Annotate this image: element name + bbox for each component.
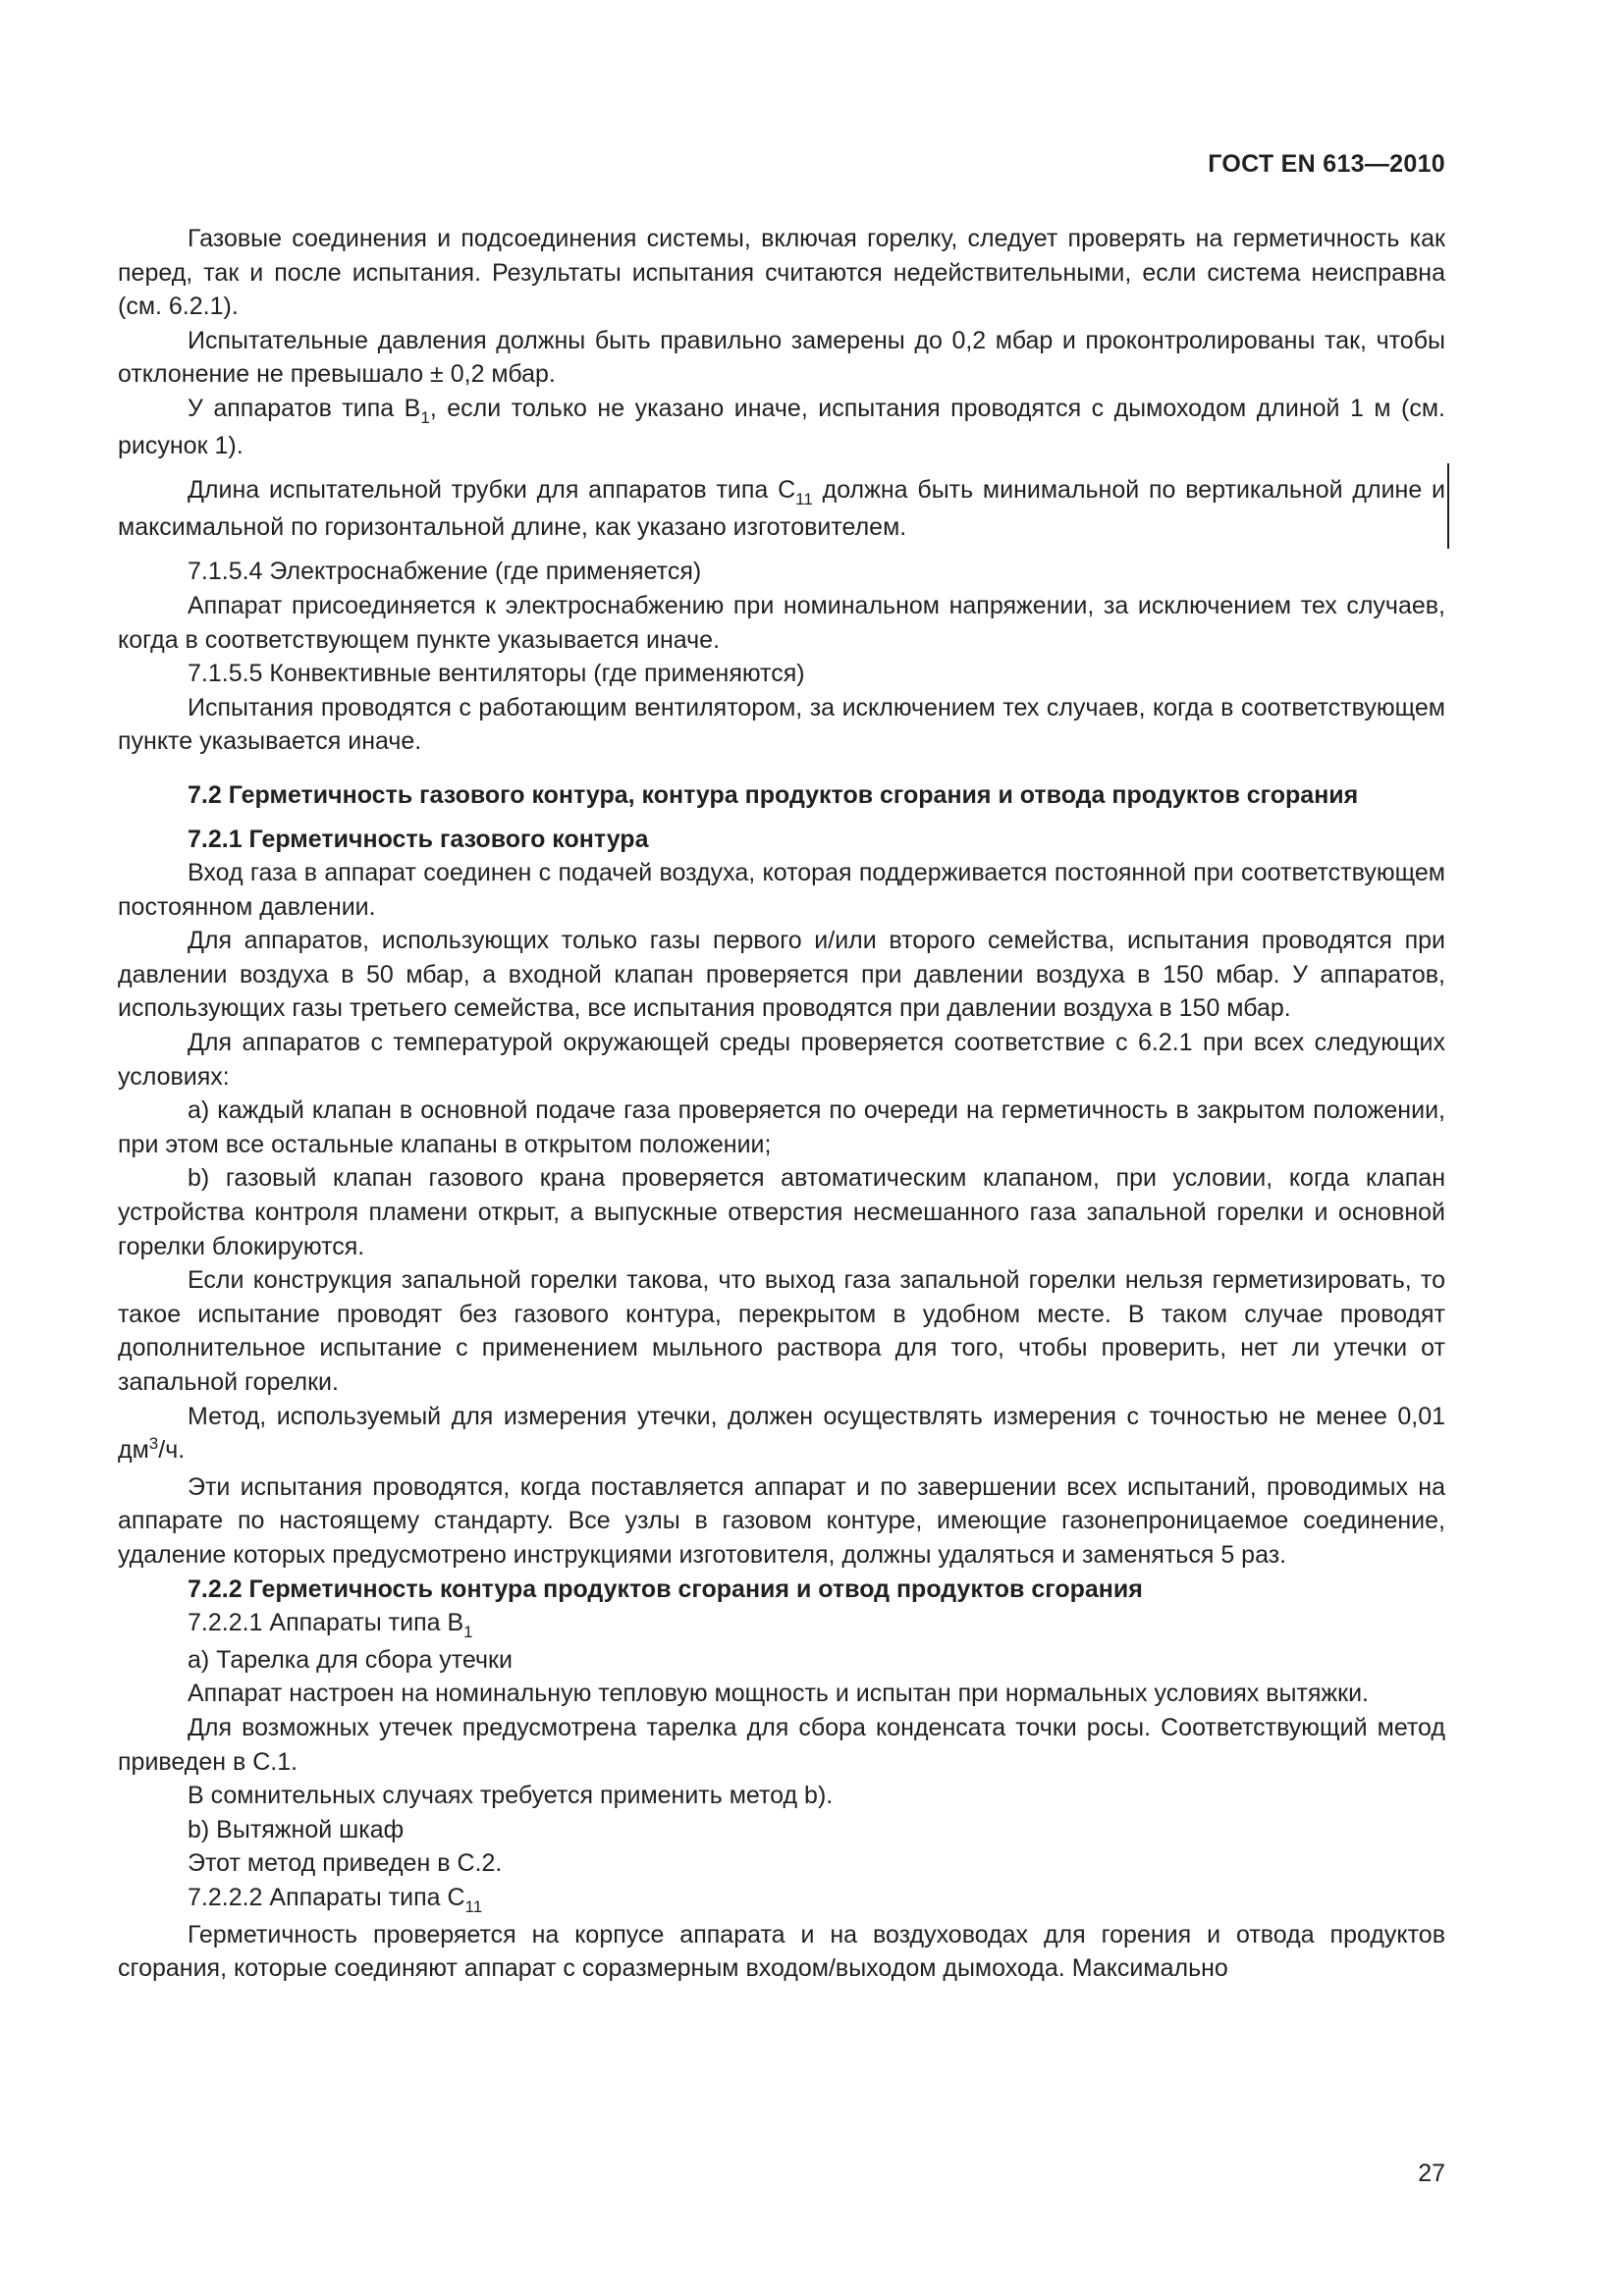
paragraph: Герметичность проверяется на корпусе аппарата и на воздуховодах для горения и отвода продуктов сгорания, которые соединяют аппарат с соразмерным входом/выходом дымохода. Максимально [118,1920,1445,1983]
revision-bar [1447,463,1449,549]
section-heading: 7.2 Герметичность газового контура, контура продуктов сгорания и отвода продуктов сгорания [188,780,1359,809]
paragraph: Для аппаратов с температурой окружающей среды проверяется соответствие с 6.2.1 при всех следующих условиях: [118,1029,1445,1091]
paragraph: Газовые соединения и подсоединения системы, включая горелку, следует проверять на герметичность как перед, так и после испытания. Результаты испытания считаются недействительными, если система неисправна (см. 6.2.1). [118,225,1445,321]
paragraph: Этот метод приведен в С.2. [188,1849,503,1878]
subsection-heading: 7.2.2.2 Аппараты типа $C_{11}$ [188,1883,483,1916]
page-number: 27 [1418,2160,1445,2187]
subsection-heading: 7.1.5.5 Конвективные вентиляторы (где применяются) [188,660,805,688]
paragraph: Испытания проводятся с работающим вентилятором, за исключением тех случаев, когда в соответствующем пункте указывается иначе. [118,693,1445,756]
paragraph: Для возможных утечек предусмотрена тарелка для сбора конденсата точки росы. Соответствующий метод приведен в С.1. [118,1713,1445,1776]
subsection-heading: 7.1.5.4 Электроснабжение (где применяется) [188,558,702,586]
paragraph: Испытательные давления должны быть правильно замерены до 0,2 мбар и проконтролированы так, чтобы отклонение не превышало ± 0,2 мбар. [118,326,1445,389]
document-body [118,222,1445,1986]
paragraph: В сомнительных случаях требуется применить метод b). [188,1782,834,1810]
paragraph: Аппарат настроен на номинальную тепловую мощность и испытан при нормальных условиях вытяжки. [188,1680,1370,1708]
list-item: b) Вытяжной шкаф [188,1815,405,1843]
list-item: a) каждый клапан в основной подаче газа проверяется по очереди на герметичность в закрытом положении, при этом все остальные клапаны в открытом положении; [118,1096,1445,1158]
section-heading: 7.2.1 Герметичность газового контура [188,825,649,853]
list-item: a) Тарелка для сбора утечки [188,1645,513,1674]
paragraph: У аппаратов типа $B_1$, если только не указано иначе, испытания проводятся с дымоходом длиной 1 м (см. рисунок 1). [118,394,1445,459]
paragraph: Для аппаратов, использующих только газы первого и/или второго семейства, испытания проводятся при давлении воздуха в 50 мбар, а входной клапан проверяется при давлении воздуха в 150 мбар. У аппаратов, использующих газы третьего семейства, все испытания проводятся при давлении воздуха в 150 мбар. [118,927,1445,1023]
paragraph: Метод, используемый для измерения утечки, должен осуществлять измерения с точностью не менее 0,01 $дм^3/ч$. [118,1402,1445,1465]
paragraph: Если конструкция запальной горелки такова, что выход газа запальной горелки нельзя герметизировать, то такое испытание проводят без газового контура, перекрытом в удобном месте. В таком случае проводят дополнительное испытание с применением мыльного раствора для того, чтобы проверить, нет ли утечки от запальной горелки. [118,1266,1445,1396]
paragraph: Вход газа в аппарат соединен с подачей воздуха, которая поддерживается постоянной при соответствующем постоянном давлении. [118,859,1445,921]
paragraph: Эти испытания проводятся, когда поставляется аппарат и по завершении всех испытаний, проводимых на аппарате по настоящему стандарту. Все узлы в газовом контуре, имеющие газонепроницаемое соединение, удаление которых предусмотрено инструкциями изготовителя, должны удаляться и заменяться 5 раз. [118,1472,1445,1569]
paragraph: Аппарат присоединяется к электроснабжению при номинальном напряжении, за исключением тех случаев, когда в соответствующем пункте указывается иначе. [118,591,1445,654]
subsection-heading: 7.2.2.1 Аппараты типа $B_1$ [188,1609,473,1642]
list-item: b) газовый клапан газового крана проверяется автоматическим клапаном, при условии, когда клапан устройства контроля пламени открыт, а выпускные отверстия несмешанного газа запальной горелки и основной горелки блокируются. [118,1164,1445,1260]
document-header: ГОСТ EN 613—2010 [1208,150,1445,178]
section-heading: 7.2.2 Герметичность контура продуктов сгорания и отвод продуктов сгорания [188,1575,1143,1603]
paragraph: Длина испытательной трубки для аппаратов типа $C_{11}$ должна быть минимальной по вертикальной длине и максимальной по горизонтальной длине, как указано изготовителем. [118,476,1445,541]
